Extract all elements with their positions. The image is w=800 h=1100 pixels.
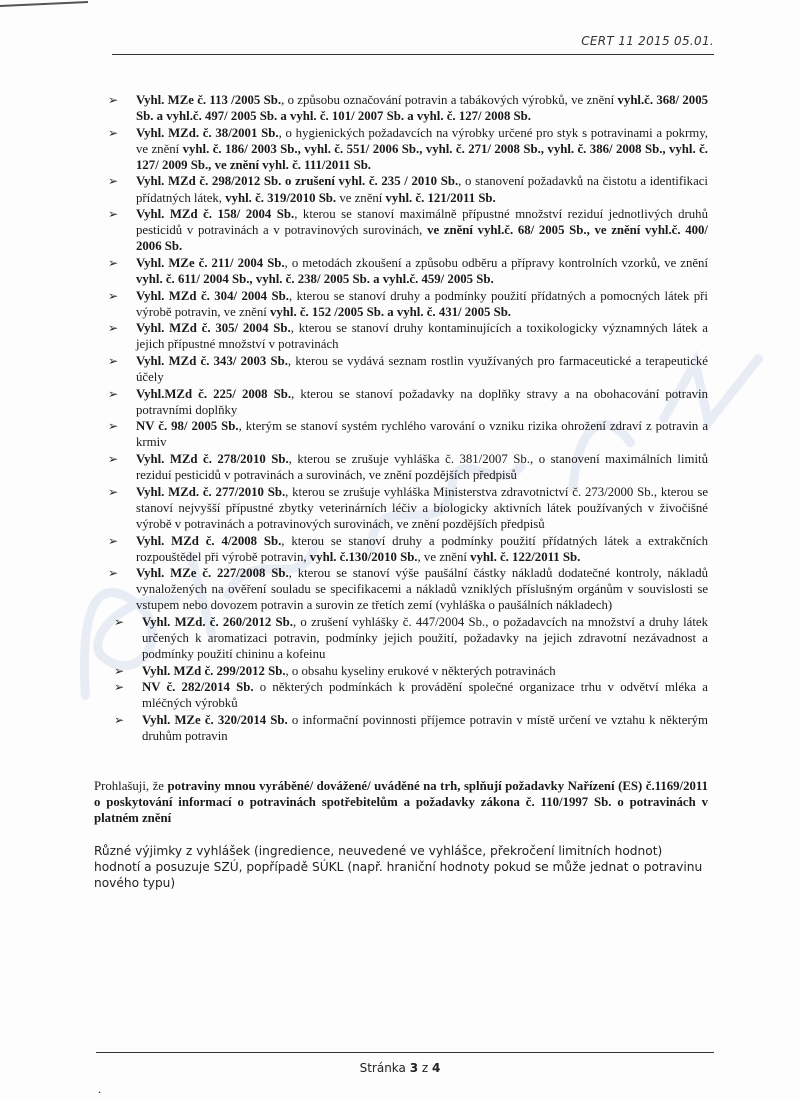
regulation-item bbox=[108, 255, 708, 287]
regulation-reference: Vyhl. MZe č. 227/2008 Sb. bbox=[136, 566, 289, 581]
regulation-description: , ve znění bbox=[417, 549, 471, 564]
regulation-reference: Vyhl. MZd č. 158/ 2004 Sb. bbox=[136, 207, 295, 222]
regulation-item bbox=[108, 92, 708, 124]
regulation-text bbox=[142, 713, 708, 743]
arrow-bullet-icon: ➢ bbox=[108, 484, 119, 499]
regulation-reference: Vyhl. MZd. č. 260/2012 Sb. bbox=[142, 615, 293, 629]
document-body bbox=[94, 92, 709, 903]
regulation-text bbox=[142, 664, 556, 678]
regulation-reference: ve znění vyhl.č. 68/ 2005 Sb., ve znění vyhl.č. 400/ 2006 Sb. bbox=[136, 223, 708, 254]
regulation-description: , o zrušení vyhlášky č. 447/2004 Sb., o požadavcích na množství a druhy látek určených k aromatizaci potravin, podmínky jejich použití, požadavky na jejich zdravotní nezávadnost a podmínky použití chininu a kofeinu bbox=[142, 615, 708, 662]
regulation-item bbox=[108, 533, 708, 565]
regulation-item bbox=[108, 565, 708, 613]
regulation-text bbox=[136, 419, 708, 449]
regulation-description: , o hygienických požadavcích na výrobky určené pro styk s potravinami a pokrmy, ve znění bbox=[136, 125, 709, 156]
regulation-item bbox=[114, 679, 708, 711]
stray-mark: . bbox=[98, 1082, 101, 1096]
regulation-reference: Vyhl. MZe č. 320/2014 Sb. bbox=[142, 713, 288, 728]
regulation-text bbox=[142, 615, 708, 661]
footer-of-label: z bbox=[421, 1061, 429, 1075]
regulation-reference: vyhl. č. 319/2010 Sb. bbox=[225, 190, 337, 205]
regulation-reference: Vyhl.MZd č. 225/ 2008 Sb. bbox=[136, 386, 292, 401]
regulation-description: , kterou se stanoví maximálně přípustné množství reziduí jednotlivých druhů pesticidů v potravinách a v potravinových surovinách, bbox=[136, 207, 708, 238]
regulation-reference: vyhl. č. 152 /2005 Sb. a vyhl. č. 431/ 2005 Sb. bbox=[269, 304, 512, 319]
regulation-reference: vyhl. č. 186/ 2003 Sb., vyhl. č. 551/ 2006 Sb., vyhl. č. 271/ 2008 Sb., vyhl. č. 386/ 2008 Sb., vyhl. č. 127/ 2009 Sb., ve znění vyhl. č. 111/2011 Sb. bbox=[136, 141, 708, 172]
arrow-bullet-icon: ➢ bbox=[114, 680, 125, 695]
arrow-bullet-icon: ➢ bbox=[108, 207, 119, 222]
regulation-description: , kterou se stanoví druhy a podmínky použití přídatných látek a extrakčních rozpouštědel při výrobě potravin, bbox=[136, 533, 708, 564]
regulation-item bbox=[108, 173, 708, 205]
regulation-description: o informační povinnosti příjemce potravin v místě určení ve vztahu k některým druhům potravin bbox=[142, 713, 708, 744]
arrow-bullet-icon: ➢ bbox=[114, 615, 125, 629]
regulation-text bbox=[136, 289, 708, 319]
regulation-item bbox=[108, 320, 708, 352]
arrow-bullet-icon: ➢ bbox=[108, 288, 119, 303]
regulation-item bbox=[108, 451, 708, 483]
regulation-reference: Vyhl. MZd. č. 277/2010 Sb. bbox=[136, 484, 286, 499]
regulation-reference: vyhl. č. 121/2011 Sb. bbox=[385, 190, 496, 205]
arrow-bullet-icon: ➢ bbox=[108, 125, 119, 140]
scan-corner-mark bbox=[0, 0, 90, 20]
regulation-description: , kterou se vydává seznam rostlin využívaných pro farmaceutické a terapeutické účely bbox=[136, 354, 708, 385]
arrow-bullet-icon: ➢ bbox=[108, 174, 119, 189]
regulation-text bbox=[136, 126, 708, 172]
regulation-reference: Vyhl. MZd č. 304/ 2004 Sb. bbox=[136, 288, 289, 303]
regulation-text bbox=[136, 93, 708, 123]
regulation-item bbox=[108, 484, 708, 532]
regulation-text bbox=[136, 321, 708, 351]
regulation-reference: vyhl. č. 611/ 2004 Sb., vyhl. č. 238/ 2005 Sb. a vyhl.č. 459/ 2005 Sb. bbox=[136, 272, 494, 287]
regulation-item bbox=[108, 206, 708, 254]
arrow-bullet-icon: ➢ bbox=[108, 419, 119, 434]
regulation-item bbox=[114, 614, 708, 662]
regulation-description: , o stanovení požadavků na čistotu a identifikaci přídatných látek, bbox=[136, 174, 708, 205]
exceptions-paragraph: Různé výjimky z vyhlášek (ingredience, neuvedené ve vyhlášce, překročení limitních hodnot) hodnotí a posuzuje SZÚ, popřípadě SÚKL (např. hraniční hodnoty pokud se může jednat o potravinu nového typu) bbox=[94, 843, 703, 890]
regulation-item bbox=[108, 418, 708, 450]
regulation-reference: vyhl. č.130/2010 Sb. bbox=[309, 549, 418, 564]
regulation-description: , kterou se stanoví druhy a podmínky použití přídatných a pomocných látek při výrobě potravin, ve znění bbox=[136, 288, 708, 319]
regulation-description: , o obsahu kyseliny erukové v některých potravinách bbox=[285, 663, 556, 678]
declaration-text: Prohlašuji, že bbox=[94, 779, 168, 794]
regulation-reference: vyhl. č. 122/2011 Sb. bbox=[470, 549, 581, 564]
regulation-text bbox=[136, 354, 708, 384]
regulation-item bbox=[108, 125, 708, 173]
header-rule bbox=[112, 54, 714, 55]
footer-page-label: Stránka bbox=[359, 1061, 406, 1075]
regulation-description: ve znění bbox=[336, 190, 386, 205]
regulation-reference: Vyhl. MZd č. 305/ 2004 Sb. bbox=[136, 321, 291, 336]
regulation-reference: Vyhl. MZd č. 4/2008 Sb. bbox=[136, 533, 282, 548]
regulation-text bbox=[136, 174, 708, 204]
arrow-bullet-icon: ➢ bbox=[108, 533, 119, 548]
regulation-text bbox=[142, 680, 708, 710]
regulation-text bbox=[136, 534, 708, 564]
regulation-description: , o způsobu označování potravin a tabákových výrobků, ve znění bbox=[281, 93, 618, 107]
regulation-reference: Vyhl. MZe č. 113 /2005 Sb. bbox=[136, 93, 282, 107]
document-code: CERT 11 2015 05.01. bbox=[581, 34, 714, 48]
arrow-bullet-icon: ➢ bbox=[108, 321, 119, 336]
regulation-reference: Vyhl. MZe č. 211/ 2004 Sb. bbox=[136, 255, 285, 270]
regulation-text bbox=[136, 452, 708, 482]
regulation-list bbox=[108, 92, 708, 744]
regulation-text bbox=[136, 485, 708, 531]
regulation-reference: Vyhl. MZd. č. 38/2001 Sb. bbox=[136, 125, 279, 140]
regulation-item bbox=[114, 712, 708, 744]
regulation-item bbox=[108, 353, 708, 385]
regulation-description: o některých podmínkách k provádění společné organizace trhu v odvětví mléka a mléčných výrobků bbox=[142, 680, 708, 711]
regulation-reference: Vyhl. MZd č. 343/ 2003 Sb. bbox=[136, 354, 288, 368]
regulation-text bbox=[136, 566, 708, 612]
declaration-emphasis: potraviny mnou vyráběné/ dovážené/ uváděné na trh, splňují požadavky Nařízení (ES) č.1169/2011 o poskytování informací o potravinách spotřebitelům a požadavky zákona č. 110/1997 Sb. o potravinách v platném znění bbox=[94, 779, 708, 826]
regulation-item bbox=[108, 288, 708, 320]
arrow-bullet-icon: ➢ bbox=[108, 452, 119, 467]
footer-rule bbox=[96, 1052, 714, 1053]
footer-page-total: 4 bbox=[432, 1061, 441, 1075]
regulation-text bbox=[136, 387, 708, 417]
regulation-description: , kterou se zrušuje vyhláška Ministerstva zdravotnictví č. 273/2000 Sb., kterou se stanoví nejvyšší přípustné zbytky veterinárních léčiv a biologicky aktivních látek používaných v živočišné výrobě v potravinách a potravinových surovinách, ve znění pozdějších předpisů bbox=[136, 484, 708, 531]
regulation-item bbox=[108, 386, 708, 418]
regulation-description: , kterou se stanoví výše paušální částky nákladů dodatečné kontroly, nákladů vynaložených na ověření souladu se specifikacemi a nákladů vzniklých příslušným orgánům v souvislosti se vstupem nebo dovozem potravin a surovin ze třetích zemí (vyhláška o paušálních nákladech) bbox=[136, 566, 708, 613]
arrow-bullet-icon: ➢ bbox=[108, 354, 119, 368]
regulation-description: , kterou se zrušuje vyhláška č. 381/2007 Sb., o stanovení maximálních limitů reziduí pesticidů v potravinách a surovinách, ve znění pozdějších předpisů bbox=[136, 452, 708, 483]
regulation-reference: vyhl.č. 368/ 2005 Sb. a vyhl.č. 497/ 2005 Sb. a vyhl. č. 101/ 2007 Sb. a vyhl. č. 127/ 2008 Sb. bbox=[136, 93, 709, 124]
regulation-description: , kterým se stanoví systém rychlého varování o vzniku rizika ohrožení zdraví z potravin a krmiv bbox=[136, 419, 708, 450]
regulation-reference: Vyhl. MZd č. 298/2012 Sb. o zrušení vyhl. č. 235 / 2010 Sb. bbox=[136, 174, 459, 189]
regulation-description: , kterou se stanoví požadavky na doplňky stravy a na obohacování potravin potravními doplňky bbox=[136, 386, 708, 417]
arrow-bullet-icon: ➢ bbox=[108, 93, 119, 107]
regulation-description: , kterou se stanoví druhy kontaminujících a toxikologicky významných látek a jejich přípustné množství v potravinách bbox=[136, 321, 708, 352]
regulation-text bbox=[136, 207, 708, 253]
regulation-text bbox=[136, 256, 708, 286]
arrow-bullet-icon: ➢ bbox=[108, 566, 119, 581]
regulation-reference: Vyhl. MZd č. 299/2012 Sb. bbox=[142, 663, 286, 678]
regulation-item bbox=[114, 663, 708, 679]
regulation-description: , o metodách zkoušení a způsobu odběru a přípravy kontrolních vzorků, ve znění bbox=[284, 255, 709, 270]
regulation-reference: NV č. 282/2014 Sb. bbox=[142, 680, 254, 695]
arrow-bullet-icon: ➢ bbox=[108, 255, 119, 270]
arrow-bullet-icon: ➢ bbox=[114, 663, 125, 678]
declaration-paragraph bbox=[94, 778, 708, 826]
regulation-reference: NV č. 98/ 2005 Sb. bbox=[136, 419, 239, 434]
footer-page-number: 3 bbox=[409, 1061, 419, 1075]
arrow-bullet-icon: ➢ bbox=[114, 713, 125, 728]
regulation-reference: Vyhl. MZd č. 278/2010 Sb. bbox=[136, 452, 289, 467]
page-footer bbox=[0, 1061, 800, 1075]
arrow-bullet-icon: ➢ bbox=[108, 386, 119, 401]
